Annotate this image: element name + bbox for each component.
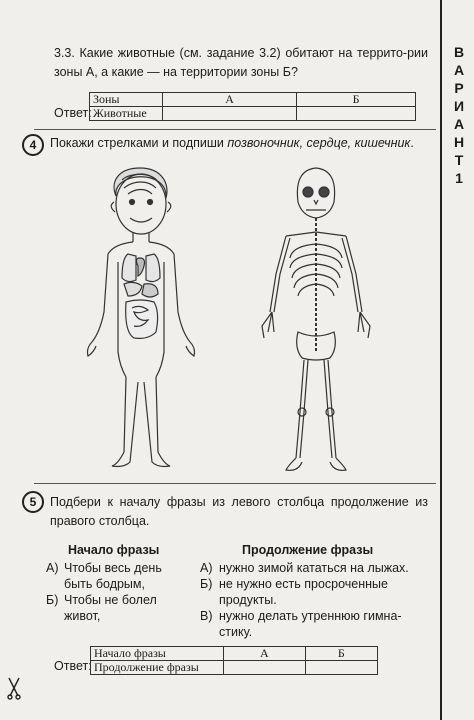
answer-cell[interactable] bbox=[224, 661, 306, 675]
question-4-plain: Покажи стрелками и подпиши bbox=[50, 136, 228, 150]
section-divider bbox=[34, 129, 436, 130]
phrases-answer-table bbox=[90, 646, 378, 675]
answer-cell[interactable] bbox=[305, 661, 377, 675]
left-option-text: Чтобы весь день быть бодрым, bbox=[64, 561, 162, 591]
answer-label: Ответ: bbox=[54, 106, 92, 120]
answer-cell[interactable] bbox=[297, 107, 416, 121]
scissors-icon bbox=[6, 676, 22, 700]
table-cell: Б bbox=[297, 93, 416, 107]
variant-letter: В bbox=[453, 44, 465, 60]
question-number-badge: 4 bbox=[22, 134, 44, 156]
table-cell: Б bbox=[305, 647, 377, 661]
variant-letter: И bbox=[453, 98, 465, 114]
question-3-3-text: 3.3. Какие животные (см. задание 3.2) обитают на террито-рии зоны А, а какие — на территории зоны Б? bbox=[54, 46, 428, 79]
left-option-mark: Б) bbox=[46, 593, 59, 607]
table-cell: Зоны bbox=[90, 93, 163, 107]
variant-letter: Р bbox=[454, 80, 464, 96]
right-option-mark: А) bbox=[200, 561, 213, 575]
variant-letter: Т bbox=[454, 152, 464, 168]
question-4-text bbox=[50, 136, 414, 150]
right-column-header: Продолжение фразы bbox=[242, 543, 374, 557]
variant-letter: А bbox=[453, 116, 465, 132]
table-cell: Начало фразы bbox=[91, 647, 224, 661]
question-4-terms: позвоночник, сердце, кишечник bbox=[227, 136, 411, 150]
question-5-text: Подбери к началу фразы из левого столбца продолжение из правого столбца. bbox=[50, 495, 428, 528]
left-column-header: Начало фразы bbox=[68, 543, 160, 557]
left-option-mark: А) bbox=[46, 561, 59, 575]
question-number-badge: 5 bbox=[22, 491, 44, 513]
right-option-text: нужно зимой кататься на лыжах. bbox=[219, 561, 409, 575]
variant-number: 1 bbox=[455, 170, 463, 186]
variant-letter: Н bbox=[453, 134, 465, 150]
variant-letter: А bbox=[453, 62, 465, 78]
right-option-mark: Б) bbox=[200, 577, 213, 591]
zones-answer-table bbox=[89, 92, 416, 121]
variant-sidebar bbox=[440, 0, 474, 720]
question-4-end: . bbox=[410, 136, 414, 150]
table-cell: Продолжение фразы bbox=[91, 661, 224, 675]
answer-cell[interactable] bbox=[163, 107, 297, 121]
table-cell: А bbox=[163, 93, 297, 107]
left-option-text: Чтобы не болел живот, bbox=[64, 593, 157, 623]
right-option-mark: В) bbox=[200, 609, 213, 623]
answer-label: Ответ: bbox=[54, 659, 92, 673]
section-divider bbox=[34, 483, 436, 484]
child-anatomy-illustration bbox=[78, 162, 202, 478]
right-option-text: не нужно есть просроченные продукты. bbox=[219, 577, 388, 607]
skeleton-illustration bbox=[244, 162, 384, 478]
right-option-text: нужно делать утреннюю гимна-стику. bbox=[219, 609, 402, 639]
table-cell: Животные bbox=[90, 107, 163, 121]
table-cell: А bbox=[224, 647, 306, 661]
